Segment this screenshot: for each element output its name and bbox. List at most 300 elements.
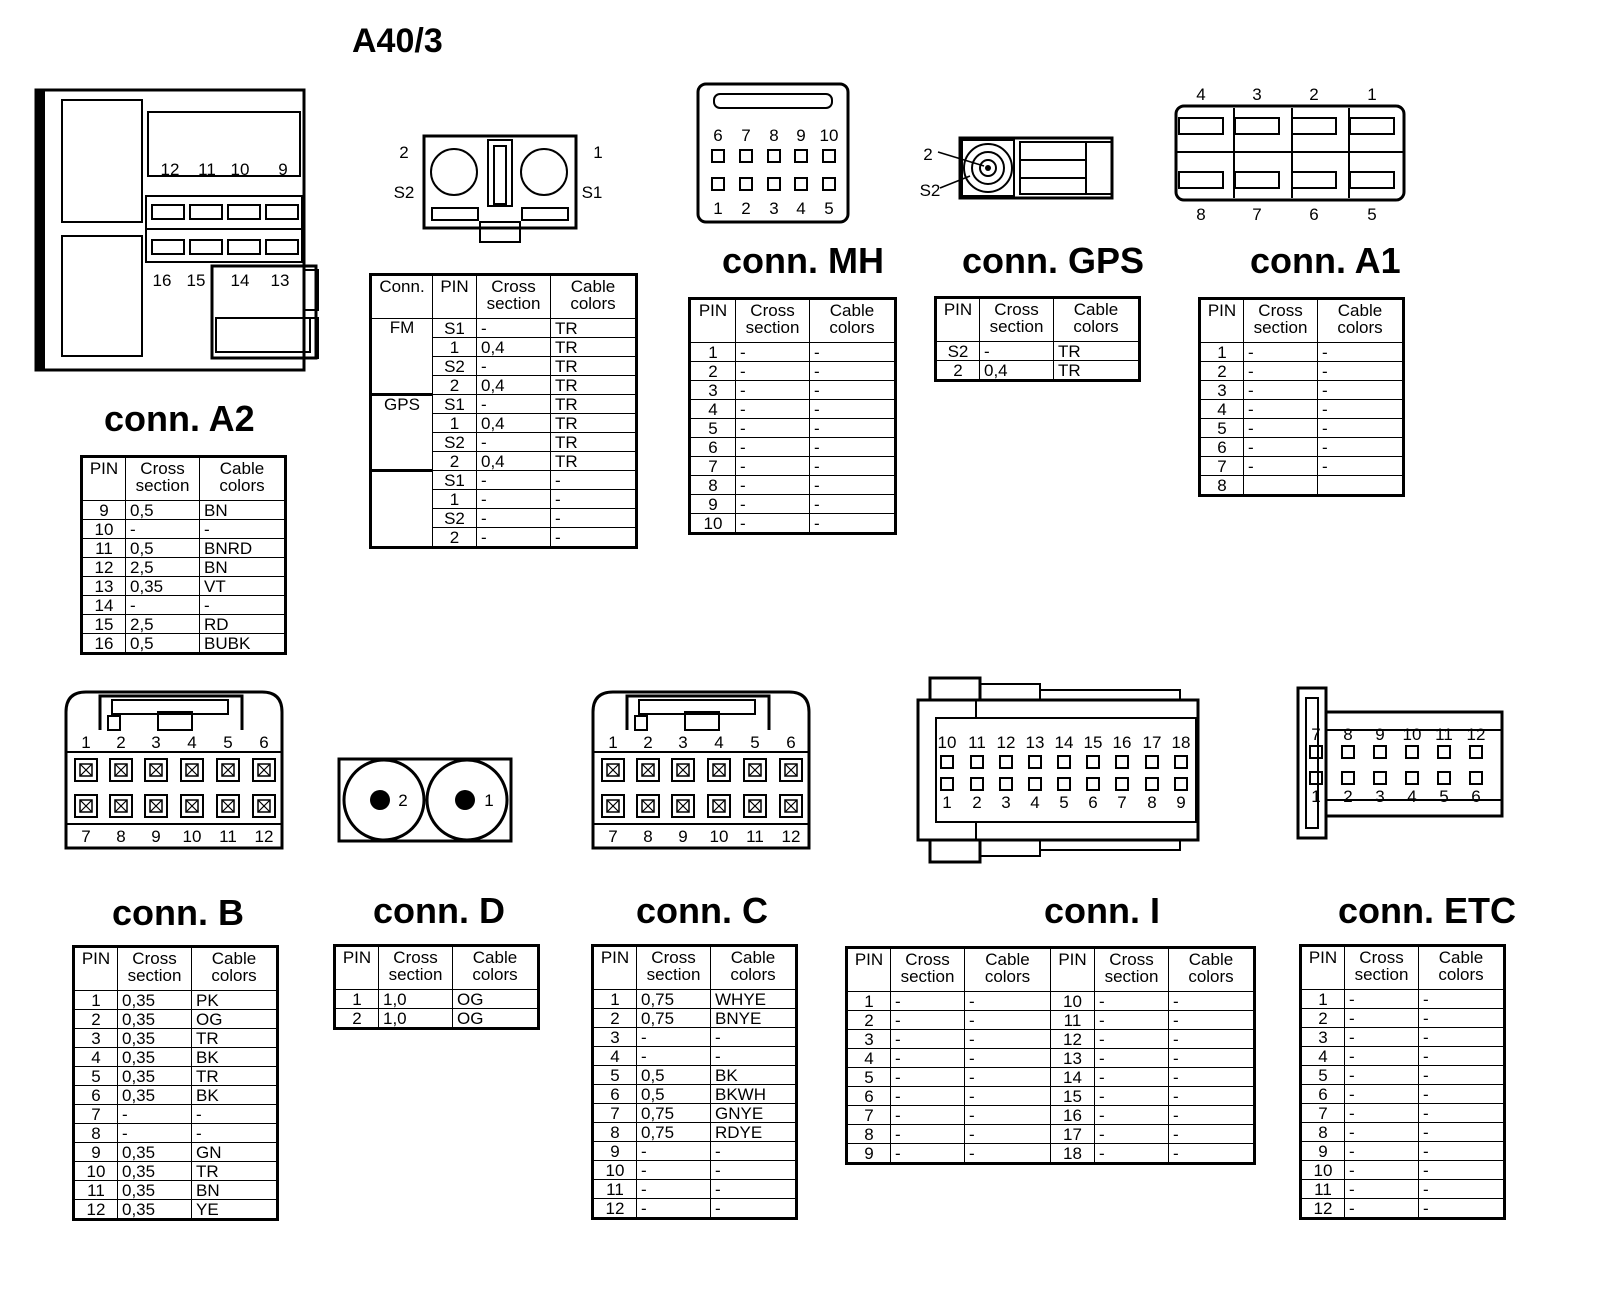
etc-pin [1374, 772, 1386, 784]
pin-label: 15 [1083, 733, 1103, 752]
table-cell: - [965, 1125, 1051, 1144]
pin-label: 7 [81, 827, 91, 846]
table-cell: - [810, 514, 896, 534]
table-row [690, 419, 896, 438]
conn-c-table [591, 944, 798, 1220]
table-cell: BKWH [711, 1085, 797, 1104]
table-cell: 18 [1051, 1144, 1095, 1164]
table-row [847, 1011, 1255, 1030]
table-cell: 2 [433, 452, 477, 471]
table-cell: 3 [847, 1030, 891, 1049]
table-cell: 0,35 [118, 1162, 192, 1181]
pin-label: 2 [741, 199, 751, 218]
pin-label: 12 [254, 827, 274, 846]
column-header-cable-colors: Cable colors [192, 947, 278, 991]
table-cell: GNYE [711, 1104, 797, 1123]
table-cell: 12 [593, 1199, 637, 1219]
pin-label: 9 [1176, 793, 1186, 812]
etc-pin [1406, 772, 1418, 784]
pin-label: 1 [942, 793, 952, 812]
etc-cap-inner [1306, 698, 1321, 828]
table-cell: 2 [335, 1009, 379, 1029]
table-cell: 7 [1200, 457, 1244, 476]
pin-label: 8 [1343, 725, 1353, 744]
table-cell: - [736, 476, 810, 495]
table-cell: 7 [690, 457, 736, 476]
table-cell: TR [1054, 342, 1140, 361]
pin-label: 5 [1439, 787, 1449, 806]
table-header-row [593, 946, 797, 990]
table-cell: - [1095, 1144, 1169, 1164]
table-cell: - [810, 495, 896, 514]
i-top-tab [980, 684, 1040, 700]
antenna-socket [521, 149, 567, 195]
etc-pin [1470, 746, 1482, 758]
table-cell: - [965, 1049, 1051, 1068]
table-cell: 6 [847, 1087, 891, 1106]
pin-label: 9 [1375, 725, 1385, 744]
i-pin [1087, 778, 1099, 790]
table-cell: 0,35 [118, 1200, 192, 1220]
table-row [847, 1125, 1255, 1144]
table-cell: - [736, 343, 810, 362]
table-cell: - [965, 1068, 1051, 1087]
table-cell: 4 [74, 1048, 118, 1067]
table-cell: 10 [74, 1162, 118, 1181]
conn-d-title: conn. D [373, 890, 505, 931]
table-cell: - [810, 438, 896, 457]
page-title: A40/3 [352, 22, 443, 60]
table-cell: S1 [433, 319, 477, 338]
pin-label: 11 [746, 827, 764, 846]
table-row [1301, 1104, 1505, 1123]
i-top-tab [930, 678, 980, 700]
column-header-cross-section: Cross section [126, 457, 200, 501]
table-row [1200, 381, 1404, 400]
table-cell: 4 [593, 1047, 637, 1066]
pin-label: 9 [151, 827, 161, 846]
a2-pin-slot [152, 205, 184, 219]
pin-label: 9 [678, 827, 688, 846]
table-cell: 6 [690, 438, 736, 457]
table-row [593, 1104, 797, 1123]
table-cell: - [891, 1144, 965, 1164]
a2-pin-slot [266, 205, 298, 219]
table-cell: - [1169, 1049, 1255, 1068]
table-cell: - [891, 1106, 965, 1125]
table-cell: 0,5 [637, 1085, 711, 1104]
pin-label: 7 [1117, 793, 1127, 812]
table-row [690, 438, 896, 457]
table-cell: 0,75 [637, 990, 711, 1009]
table-cell: - [1169, 1106, 1255, 1125]
antenna-socket [431, 149, 477, 195]
table-header-row [690, 299, 896, 343]
table-row [335, 990, 539, 1009]
etc-pin [1374, 746, 1386, 758]
table-cell: 12 [1301, 1199, 1345, 1219]
table-cell: - [736, 362, 810, 381]
pin-label: 5 [750, 733, 760, 752]
table-row [82, 539, 286, 558]
table-row [1301, 1066, 1505, 1085]
table-cell: - [711, 1199, 797, 1219]
table-cell: - [477, 490, 551, 509]
etc-pin [1470, 772, 1482, 784]
conn-gps-title: conn. GPS [962, 240, 1145, 281]
table-cell: - [810, 419, 896, 438]
a1-pin-slot [1235, 172, 1279, 188]
table-cell: - [1345, 1199, 1419, 1219]
table-row [74, 1067, 278, 1086]
table-cell: 2 [433, 528, 477, 548]
table-cell: 5 [74, 1067, 118, 1086]
pin-label: 15 [186, 271, 206, 290]
table-cell: - [1419, 1085, 1505, 1104]
table-cell: 6 [593, 1085, 637, 1104]
mh-pin [823, 150, 835, 162]
table-cell: - [736, 457, 810, 476]
table-cell: - [200, 596, 286, 615]
table-cell: 0,4 [477, 376, 551, 395]
table-cell: - [1419, 1028, 1505, 1047]
pin-label: 8 [116, 827, 126, 846]
table-row [82, 501, 286, 520]
table-cell: - [1345, 1161, 1419, 1180]
table-row [1200, 343, 1404, 362]
table-row [82, 520, 286, 539]
pin-label: 2 [398, 791, 408, 810]
table-cell: - [1169, 1068, 1255, 1087]
column-header-cable-colors: Cable colors [200, 457, 286, 501]
table-row [593, 1047, 797, 1066]
conn-b-title: conn. B [112, 892, 244, 933]
table-cell: 3 [74, 1029, 118, 1048]
pin-label: 7 [1311, 725, 1321, 744]
table-cell: 13 [1051, 1049, 1095, 1068]
table-cell: - [1419, 1123, 1505, 1142]
table-cell: - [637, 1199, 711, 1219]
table-row [82, 558, 286, 577]
table-cell: - [1095, 1068, 1169, 1087]
a1-pin-slot [1350, 118, 1394, 134]
table-cell: - [1318, 419, 1404, 438]
table-cell: 8 [847, 1125, 891, 1144]
a2-pin-slot [228, 205, 260, 219]
table-cell: - [126, 520, 200, 539]
table-row [593, 1028, 797, 1047]
table-cell: - [1318, 381, 1404, 400]
table-cell: OG [453, 990, 539, 1009]
table-row [593, 1199, 797, 1219]
table-cell: - [965, 1030, 1051, 1049]
pin-label: 6 [786, 733, 796, 752]
column-header-pin: PIN [433, 275, 477, 319]
table-cell: 0,75 [637, 1104, 711, 1123]
table-cell: BUBK [200, 634, 286, 654]
pin-label: 3 [769, 199, 779, 218]
table-cell: BN [192, 1181, 278, 1200]
table-cell: 0,35 [118, 1086, 192, 1105]
table-cell: OG [192, 1010, 278, 1029]
table-cell: - [980, 342, 1054, 361]
table-cell: 3 [1200, 381, 1244, 400]
i-pin [971, 756, 983, 768]
table-row [1200, 362, 1404, 381]
table-cell: 9 [82, 501, 126, 520]
a2-left-block [62, 236, 142, 356]
table-cell: - [1345, 1047, 1419, 1066]
table-row [593, 1009, 797, 1028]
a2-pin-slot [152, 240, 184, 254]
table-cell: - [965, 1011, 1051, 1030]
table-row [593, 1066, 797, 1085]
table-row [74, 1143, 278, 1162]
column-header-conn: Conn. [371, 275, 433, 319]
table-cell: RDYE [711, 1123, 797, 1142]
pin-label: 10 [182, 827, 202, 846]
a2-pin-slot [190, 205, 222, 219]
a2-lower-slot [216, 318, 310, 352]
table-row [593, 1180, 797, 1199]
a2-pin-slot [228, 240, 260, 254]
a1-pin-slot [1179, 118, 1223, 134]
pin-label: 5 [1059, 793, 1069, 812]
table-row [847, 1030, 1255, 1049]
i-pin [1000, 756, 1012, 768]
table-row [74, 991, 278, 1010]
pin-label: 12 [781, 827, 801, 846]
table-cell: 0,75 [637, 1009, 711, 1028]
mh-pin [740, 178, 752, 190]
table-cell: WHYE [711, 990, 797, 1009]
table-cell: 0,4 [477, 338, 551, 357]
pin-label: 1 [1311, 787, 1321, 806]
column-header-pin: PIN [593, 946, 637, 990]
pin-label: 6 [1471, 787, 1481, 806]
column-header-pin: PIN [82, 457, 126, 501]
conn-a2-title: conn. A2 [104, 398, 255, 439]
table-cell: - [1318, 400, 1404, 419]
pin-label: 10 [819, 126, 839, 145]
table-cell: 2 [593, 1009, 637, 1028]
table-cell: 7 [74, 1105, 118, 1124]
table-cell: - [810, 457, 896, 476]
mh-pin [795, 150, 807, 162]
table-cell: - [637, 1180, 711, 1199]
table-cell: - [1095, 1125, 1169, 1144]
table-cell: 2,5 [126, 558, 200, 577]
table-cell: OG [453, 1009, 539, 1029]
table-cell: PK [192, 991, 278, 1010]
column-header-cross-section: Cross section [477, 275, 551, 319]
table-cell: TR [551, 395, 637, 414]
etc-pin [1310, 772, 1322, 784]
mh-pin [795, 178, 807, 190]
table-cell: 1,0 [379, 990, 453, 1009]
table-row [1301, 1028, 1505, 1047]
pin-label: 8 [643, 827, 653, 846]
table-cell: - [637, 1047, 711, 1066]
table-row [74, 1162, 278, 1181]
pin-label: 3 [151, 733, 161, 752]
table-cell: - [551, 490, 637, 509]
conn-gps-table [934, 296, 1141, 382]
table-cell: 11 [1051, 1011, 1095, 1030]
table-cell: - [891, 1125, 965, 1144]
table-cell: 7 [593, 1104, 637, 1123]
table-cell: TR [551, 452, 637, 471]
table-cell: 1,0 [379, 1009, 453, 1029]
table-cell: 4 [847, 1049, 891, 1068]
table-cell: 0,4 [477, 452, 551, 471]
table-row [1301, 990, 1505, 1009]
table-cell: 0,35 [126, 577, 200, 596]
table-header-row [335, 946, 539, 990]
antenna-slot [432, 208, 478, 220]
table-cell: - [1244, 457, 1318, 476]
table-cell: 7 [1301, 1104, 1345, 1123]
table-cell: 3 [690, 381, 736, 400]
table-cell: 1 [1301, 990, 1345, 1009]
table-cell: - [1419, 1142, 1505, 1161]
pin-label: 2 [116, 733, 126, 752]
table-cell: - [891, 1087, 965, 1106]
table-cell: - [1419, 1180, 1505, 1199]
pin-label: 5 [223, 733, 233, 752]
table-row [936, 342, 1140, 361]
table-row [1200, 457, 1404, 476]
mh-pin [823, 178, 835, 190]
column-header-cable-colors: Cable colors [1318, 299, 1404, 343]
table-cell: - [126, 596, 200, 615]
pin-label: 7 [608, 827, 618, 846]
table-cell: - [1345, 1142, 1419, 1161]
table-cell: - [551, 528, 637, 548]
table-cell: - [1419, 1066, 1505, 1085]
table-cell: - [1244, 362, 1318, 381]
table-cell: - [477, 528, 551, 548]
table-row [74, 1124, 278, 1143]
table-row [690, 343, 896, 362]
table-cell: 15 [82, 615, 126, 634]
table-cell: - [891, 1030, 965, 1049]
table-cell: 2 [1200, 362, 1244, 381]
gps-socket-pin [985, 165, 991, 171]
pin-label: 10 [230, 160, 250, 179]
column-header-cable-colors: Cable colors [711, 946, 797, 990]
table-cell: 8 [593, 1123, 637, 1142]
table-cell: 0,4 [980, 361, 1054, 381]
pin-label: 18 [1171, 733, 1191, 752]
table-row [1301, 1009, 1505, 1028]
antenna-latch [480, 222, 520, 242]
table-cell: - [1419, 1104, 1505, 1123]
table-cell: 3 [593, 1028, 637, 1047]
table-cell: 1 [433, 490, 477, 509]
etc-pin [1438, 772, 1450, 784]
a1-pin-slot [1235, 118, 1279, 134]
table-cell: 2 [1301, 1009, 1345, 1028]
table-row [847, 992, 1255, 1011]
table-cell: BK [711, 1066, 797, 1085]
pin-label: 3 [1252, 85, 1262, 104]
table-cell: 0,35 [118, 1143, 192, 1162]
pin-label: 4 [714, 733, 724, 752]
table-cell: - [1169, 1030, 1255, 1049]
table-cell: - [1244, 438, 1318, 457]
pin-label: 4 [1196, 85, 1206, 104]
pin-label: 6 [1309, 205, 1319, 224]
table-row [847, 1144, 1255, 1164]
table-cell: - [1095, 1011, 1169, 1030]
table-cell: - [736, 400, 810, 419]
table-cell: S2 [433, 509, 477, 528]
table-cell: 1 [690, 343, 736, 362]
table-cell: - [1169, 1087, 1255, 1106]
table-cell: - [192, 1124, 278, 1143]
table-cell: 12 [82, 558, 126, 577]
table-cell: 7 [847, 1106, 891, 1125]
pin-label: 16 [152, 271, 172, 290]
i-pin [1116, 756, 1128, 768]
pin-label: 11 [198, 160, 216, 179]
table-cell: - [200, 520, 286, 539]
i-bottom-tab [930, 840, 980, 862]
table-cell: BN [200, 558, 286, 577]
i-pin [1175, 778, 1187, 790]
table-row [847, 1106, 1255, 1125]
table-row [82, 577, 286, 596]
table-cell: 11 [1301, 1180, 1345, 1199]
table-cell: 17 [1051, 1125, 1095, 1144]
column-header-cross-section: Cross section [1244, 299, 1318, 343]
table-cell: TR [551, 414, 637, 433]
table-cell: - [477, 357, 551, 376]
pin-label: 16 [1112, 733, 1132, 752]
table-cell: - [1345, 1123, 1419, 1142]
table-cell: - [736, 495, 810, 514]
table-cell: 2 [847, 1011, 891, 1030]
column-header-cross-section: Cross section [980, 298, 1054, 342]
c-latch-key [635, 716, 647, 730]
table-cell: - [810, 400, 896, 419]
table-cell: - [711, 1047, 797, 1066]
table-row [1200, 419, 1404, 438]
pin-label: 3 [678, 733, 688, 752]
i-pin [1058, 756, 1070, 768]
table-row [690, 495, 896, 514]
gps-body [1020, 142, 1112, 194]
table-cell: 4 [1301, 1047, 1345, 1066]
table-cell: 4 [690, 400, 736, 419]
a2-pin-slot [266, 240, 298, 254]
b-latch-key [108, 716, 120, 730]
mh-pin [712, 178, 724, 190]
table-cell: 0,5 [126, 501, 200, 520]
table-cell: - [1318, 343, 1404, 362]
table-cell [1318, 476, 1404, 496]
table-cell: - [477, 319, 551, 338]
column-header-pin: PIN [936, 298, 980, 342]
pin-label: 1 [593, 143, 603, 162]
table-cell: 1 [1200, 343, 1244, 362]
table-cell: - [1345, 990, 1419, 1009]
table-cell: - [1244, 381, 1318, 400]
table-cell: 12 [74, 1200, 118, 1220]
column-header-cable-colors: Cable colors [965, 948, 1051, 992]
table-cell: - [1419, 1047, 1505, 1066]
